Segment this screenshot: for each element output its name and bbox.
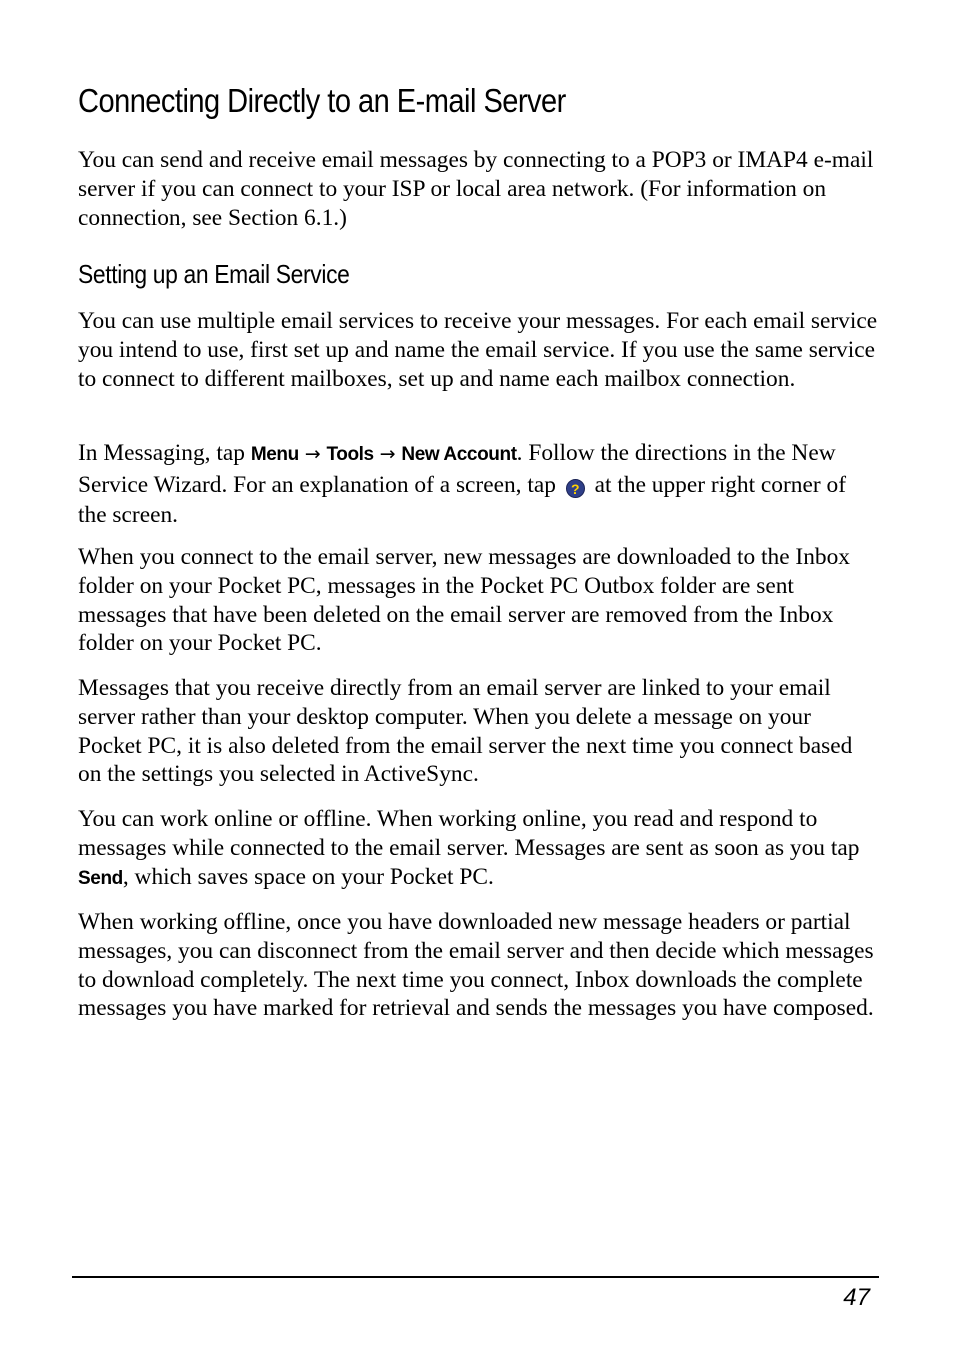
wizard-mid-text: . Follow the directions in the New Service Wizard. For an explanation of a screen, tap: [78, 440, 836, 498]
arrow-right-icon: →: [379, 443, 396, 465]
online-tail-text: , which saves space on your Pocket PC.: [122, 863, 494, 890]
tools-command: Tools: [326, 444, 374, 465]
footer-divider: [72, 1276, 879, 1278]
online-paragraph: [78, 805, 878, 893]
intro-paragraph: You can send and receive email messages by connecting to a POP3 or IMAP4 e-mail server if you can connect to your ISP or local area network. (For information on connection, see Section 6.1.): [78, 147, 874, 231]
new-account-command: New Account: [401, 444, 517, 465]
online-lead-text: You can work online or offline. When working online, you read and respond to messages while connected to the email server. Messages are sent as soon as you tap: [78, 806, 860, 861]
wizard-paragraph: [78, 438, 878, 530]
send-command: Send: [78, 867, 123, 889]
offline-paragraph: When working offline, once you have downloaded new message headers or partial messages, you can disconnect from the email server and then decide which messages to download completely. The next time you connect, Inbox downloads the complete messages you have marked for retrieval and sends the messages you have composed.: [78, 909, 874, 1022]
services-paragraph: You can use multiple email services to receive your messages. For each email service you intend to use, first set up and name the email service. If you use the same service to connect to different mailboxes, set up and name each mailbox connection.: [78, 308, 878, 392]
arrow-right-icon: →: [304, 443, 321, 465]
page-title: Connecting Directly to an E-mail Server: [78, 82, 566, 119]
linked-paragraph: Messages that you receive directly from an email server are linked to your email server rather than your desktop computer. When you delete a message on your Pocket PC, it is also deleted from the email server the next time you connect based on the settings you selected in ActiveSync.: [78, 675, 853, 788]
page-number: 47: [843, 1284, 870, 1311]
help-icon: ?: [566, 479, 585, 498]
wizard-lead-text: In Messaging, tap: [78, 440, 251, 466]
section-heading: Setting up an Email Service: [78, 259, 350, 289]
wizard-tail-text: at the upper right corner of the screen.: [78, 472, 846, 528]
download-paragraph: When you connect to the email server, new messages are downloaded to the Inbox folder on your Pocket PC, messages in the Pocket PC Outbox folder are sent messages that have been deleted on the email server are removed from the Inbox folder on your Pocket PC.: [78, 544, 850, 657]
menu-command: Menu: [250, 444, 299, 465]
